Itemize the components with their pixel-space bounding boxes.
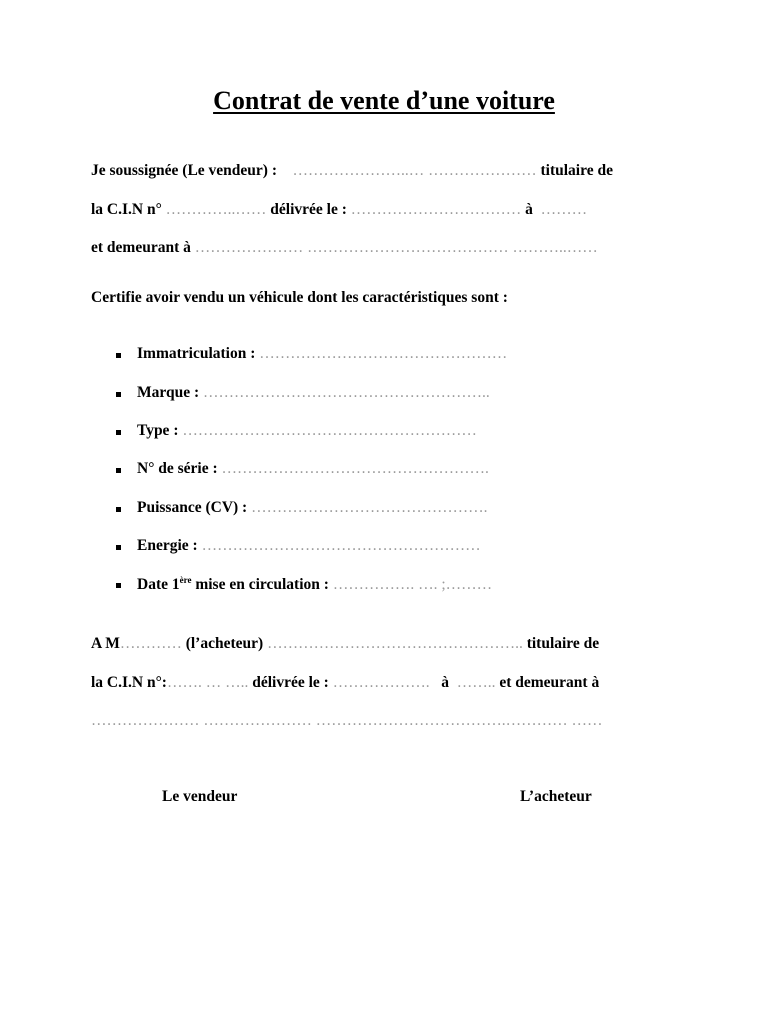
- seller-issued-label: délivrée le :: [270, 201, 347, 218]
- seller-address-label: et demeurant à: [91, 239, 191, 256]
- bullet-icon: [116, 430, 121, 435]
- buyer-issued-place-field: ……..: [456, 674, 496, 691]
- seller-at-label: à: [525, 201, 533, 218]
- buyer-line-1: [91, 635, 599, 653]
- bullet-icon: [116, 583, 121, 588]
- feature-field: …………………………………………: [259, 345, 508, 362]
- bullet-icon: [116, 392, 121, 397]
- bullet-icon: [116, 507, 121, 512]
- feature-marque: Marque : ………………………………………………..: [137, 384, 490, 401]
- seller-line-2: [91, 201, 587, 219]
- seller-address-field: ………………… ………………………………… ………..……: [194, 239, 598, 256]
- feature-type: Type : …………………………………………………: [137, 422, 477, 439]
- page-title: Contrat de vente d’une voiture: [213, 86, 555, 115]
- buyer-am-label: A M: [91, 635, 120, 652]
- buyer-issued-date-field: ……………….: [332, 674, 430, 691]
- buyer-line-3: [91, 712, 603, 730]
- feature-field: …………………………………………….: [221, 460, 489, 477]
- buyer-signature-label: L’acheteur: [520, 788, 592, 805]
- feature-field: ……………. …. ;………: [332, 576, 493, 593]
- bullet-icon: [116, 545, 121, 550]
- feature-immatriculation: Immatriculation : …………………………………………: [137, 345, 508, 362]
- buyer-cin-label: la C.I.N n°:: [91, 674, 167, 691]
- buyer-cin-field: ……. … …..: [166, 674, 249, 691]
- bullet-icon: [116, 468, 121, 473]
- feature-field: ………………………………………………..: [203, 384, 490, 401]
- buyer-name-field: …………: [119, 635, 182, 652]
- buyer-name-field-2: …………………………………………..: [267, 635, 523, 652]
- buyer-address-label: et demeurant à: [499, 674, 600, 691]
- feature-field: …………………………………………………: [182, 422, 477, 439]
- seller-cin-label: la C.I.N n°: [91, 201, 162, 218]
- seller-issued-place-field: ………: [540, 201, 588, 218]
- feature-puissance: Puissance (CV) : ……………………………………….: [137, 499, 488, 516]
- feature-serial-number: N° de série : …………………………………………….: [137, 460, 489, 477]
- buyer-address-field: ………………… ………………… ……………………………….………… ……: [91, 712, 603, 729]
- seller-label: Je soussignée (Le vendeur) :: [91, 162, 277, 179]
- buyer-titulaire-label: titulaire de: [526, 635, 600, 652]
- buyer-line-2: [91, 674, 599, 692]
- certify-statement: Certifie avoir vendu un véhicule dont les caractéristiques sont :: [91, 289, 508, 306]
- feature-energie: Energie : ………………………………………………: [137, 537, 481, 554]
- feature-first-registration-date: Date 1ère mise en circulation : ……………. …. ;………: [137, 575, 493, 593]
- buyer-at-label: à: [441, 674, 449, 691]
- seller-line-3: [91, 239, 598, 257]
- buyer-issued-label: délivrée le :: [252, 674, 329, 691]
- seller-line-1: [91, 162, 613, 180]
- seller-name-field: …………………..… …………………: [292, 162, 537, 179]
- buyer-label: (l’acheteur): [185, 635, 264, 652]
- seller-issued-date-field: ……………………………: [350, 201, 522, 218]
- seller-signature-label: Le vendeur: [162, 788, 238, 805]
- bullet-icon: [116, 353, 121, 358]
- seller-titulaire-label: titulaire de: [540, 162, 613, 179]
- feature-field: ………………………………………………: [201, 537, 481, 554]
- seller-cin-field: …………..……: [165, 201, 267, 218]
- feature-field: ……………………………………….: [251, 499, 488, 516]
